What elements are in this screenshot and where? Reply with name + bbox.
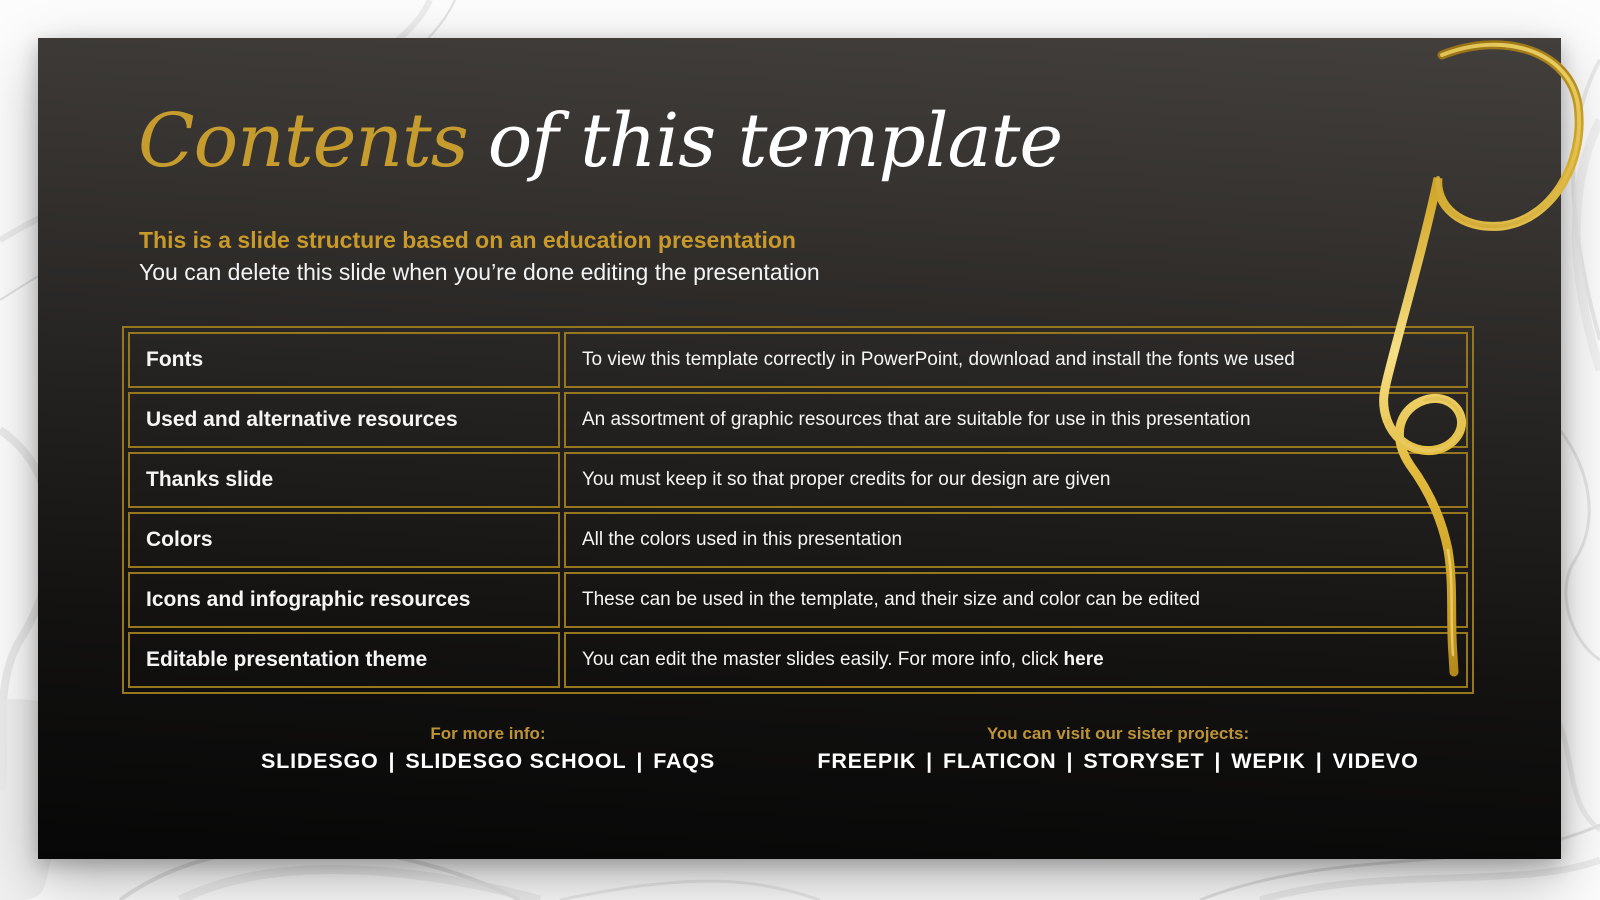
- slide-canvas: [38, 38, 1561, 859]
- link-videvo[interactable]: VIDEVO: [1332, 749, 1419, 773]
- link-freepik[interactable]: FREEPIK: [817, 749, 917, 773]
- row-title-cell: Thanks slide: [128, 452, 560, 508]
- row-desc-cell: [564, 512, 1468, 568]
- page-title-rest: of this template: [487, 98, 1063, 184]
- row-title-cell: Colors: [128, 512, 560, 568]
- footer-sister-label: You can visit our sister projects:: [986, 724, 1250, 743]
- page-title: [138, 86, 1062, 196]
- link-slidesgo-school[interactable]: SLIDESGO SCHOOL: [405, 749, 627, 773]
- footer-links-right: [808, 746, 1428, 776]
- row-desc-text: You must keep it so that proper credits for our design are given: [582, 469, 1111, 490]
- page-title-accent: Contents: [138, 98, 468, 184]
- separator: |: [926, 749, 933, 773]
- row-title-cell: Editable presentation theme: [128, 632, 560, 688]
- footer-sister-projects: [808, 722, 1428, 776]
- row-title-cell: Fonts: [128, 332, 560, 388]
- row-desc-cell: [564, 572, 1468, 628]
- link-storyset[interactable]: STORYSET: [1083, 749, 1205, 773]
- row-title-cell: Used and alternative resources: [128, 392, 560, 448]
- table-row: [128, 512, 1468, 568]
- contents-table: [122, 326, 1474, 694]
- row-desc-cell: [564, 632, 1468, 688]
- row-desc-text: To view this template correctly in PowerPoint, download and install the fonts we used: [582, 349, 1295, 370]
- separator: |: [388, 749, 396, 773]
- table-row: [128, 572, 1468, 628]
- intro-subheading: You can delete this slide when you’re done editing the presentation: [139, 259, 820, 285]
- footer-more-info: [188, 722, 788, 776]
- table-row: [128, 452, 1468, 508]
- link-slidesgo[interactable]: SLIDESGO: [261, 749, 379, 773]
- separator: |: [1214, 749, 1222, 773]
- row-desc-text: You can edit the master slides easily. For more info, click: [582, 649, 1064, 670]
- link-flaticon[interactable]: FLATICON: [943, 749, 1057, 773]
- footer-more-info-label: For more info:: [430, 724, 546, 743]
- row-desc-cell: [564, 392, 1468, 448]
- footer-links-left: [188, 746, 788, 776]
- intro-heading: This is a slide structure based on an education presentation: [139, 227, 796, 253]
- table-row: [128, 332, 1468, 388]
- row-desc-cell: [564, 452, 1468, 508]
- table-row: [128, 632, 1468, 688]
- separator: |: [636, 749, 644, 773]
- link-wepik[interactable]: WEPIK: [1231, 749, 1306, 773]
- row-desc-text: All the colors used in this presentation: [582, 529, 903, 550]
- row-desc-text: An assortment of graphic resources that are suitable for use in this presentation: [582, 409, 1251, 430]
- separator: |: [1315, 749, 1323, 773]
- intro-text: [139, 224, 820, 288]
- row-title-cell: Icons and infographic resources: [128, 572, 560, 628]
- link-faqs[interactable]: FAQS: [653, 749, 715, 773]
- row-desc-cell: [564, 332, 1468, 388]
- row-desc-text: These can be used in the template, and their size and color can be edited: [582, 589, 1200, 610]
- table-row: [128, 392, 1468, 448]
- separator: |: [1066, 749, 1074, 773]
- here-link[interactable]: here: [1063, 649, 1104, 670]
